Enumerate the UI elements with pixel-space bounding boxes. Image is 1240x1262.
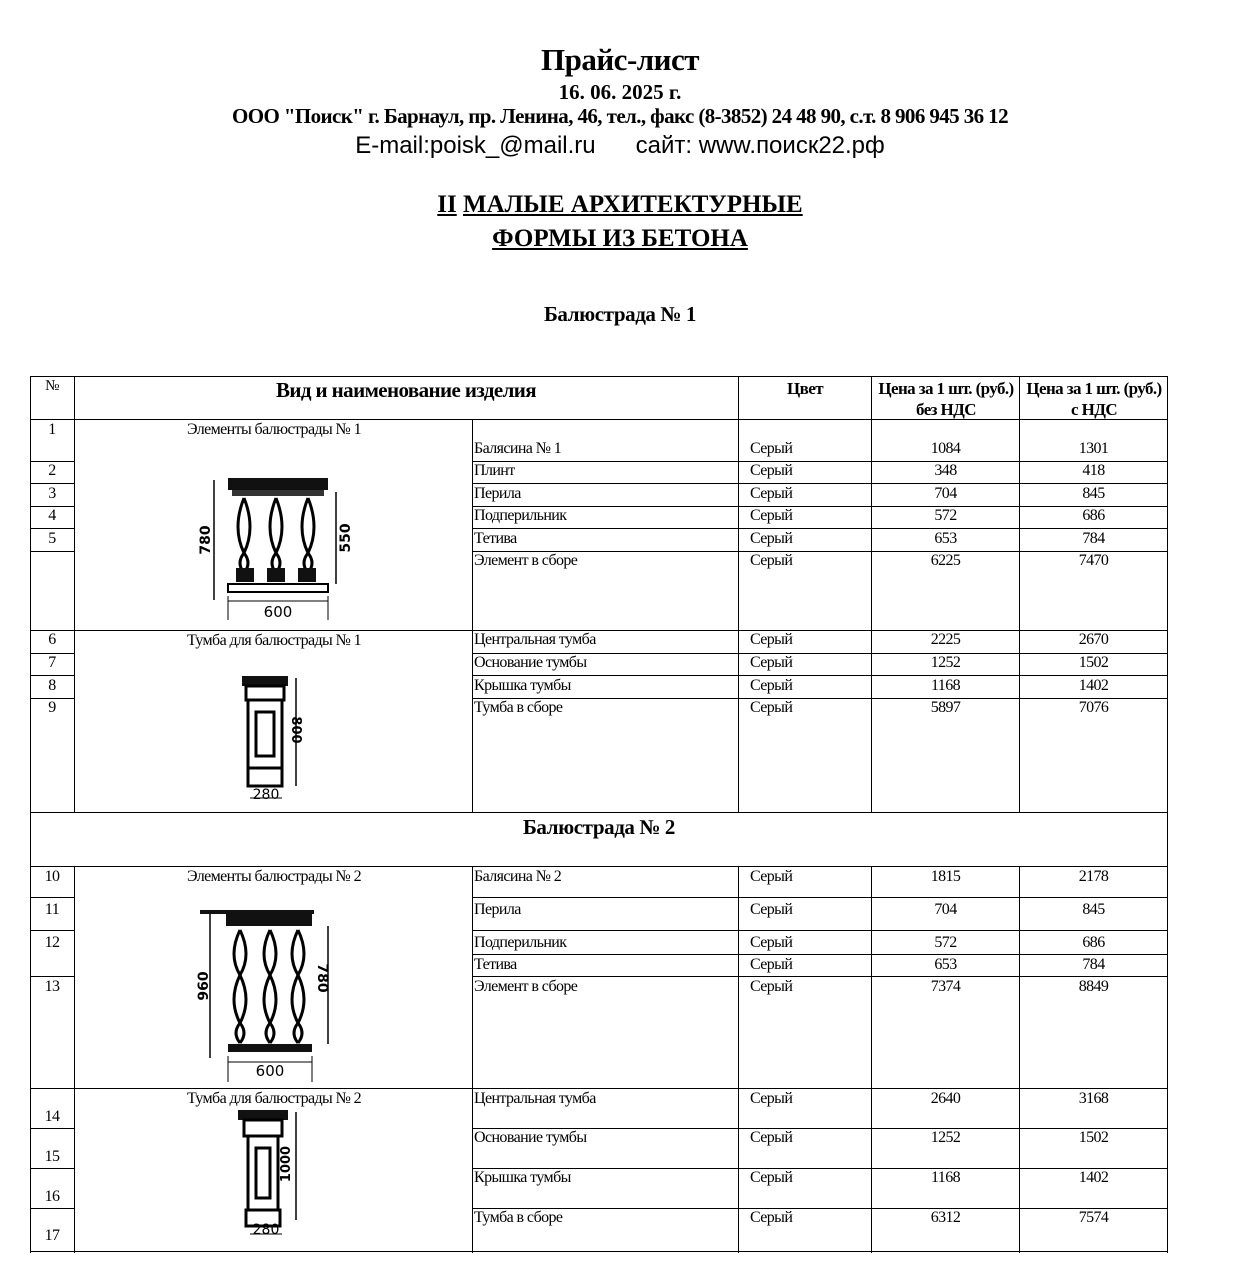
row-item-name: Основание тумбы <box>474 1129 587 1146</box>
section-title-line2: ФОРМЫ ИЗ БЕТОНА <box>492 225 748 252</box>
row-color: Серый <box>750 654 793 671</box>
site-text: сайт: www.поиск22.рф <box>635 132 885 159</box>
email-text: E-mail:poisk_@mail.ru <box>355 132 596 159</box>
section-heading <box>0 188 1240 256</box>
col-header-price-vat: Цена за 1 шт. (руб.) с НДС <box>1026 379 1162 419</box>
col-header-color: Цвет <box>787 379 823 398</box>
dimension-label: 600 <box>255 1062 285 1080</box>
row-color: Серый <box>750 901 793 918</box>
row-item-name: Элемент в сборе <box>474 978 578 995</box>
dimension-label: 1000 <box>279 1145 294 1183</box>
row-price-vat: 2178 <box>1078 868 1109 885</box>
pedestal-2-drawing <box>230 1108 320 1248</box>
dimension-label: 780 <box>198 525 214 555</box>
row-price-no-vat: 653 <box>934 956 957 973</box>
group-label-balustrade-2: Элементы балюстрады № 2 <box>186 868 362 885</box>
row-color: Серый <box>750 978 793 995</box>
dimension-label: 550 <box>338 523 354 553</box>
dimension-label: 960 <box>196 971 212 1001</box>
row-color: Серый <box>750 677 793 694</box>
row-price-no-vat: 348 <box>934 462 957 479</box>
row-price-no-vat: 1815 <box>930 868 961 885</box>
group-label-pedestal-2: Тумба для балюстрады № 2 <box>186 1090 362 1107</box>
row-price-no-vat: 6312 <box>930 1209 961 1226</box>
row-number: 9 <box>48 699 56 716</box>
row-number: 8 <box>48 677 56 694</box>
row-number: 15 <box>44 1148 60 1165</box>
row-color: Серый <box>750 440 793 457</box>
row-color: Серый <box>750 485 793 502</box>
row-item-name: Подперильник <box>474 934 567 951</box>
row-price-vat: 8849 <box>1078 978 1109 995</box>
row-color: Серый <box>750 868 793 885</box>
row-price-no-vat: 7374 <box>930 978 961 995</box>
row-price-no-vat: 1252 <box>930 654 961 671</box>
row-price-no-vat: 1168 <box>930 1169 960 1186</box>
row-color: Серый <box>750 552 793 569</box>
dimension-label: 800 <box>288 716 303 744</box>
row-number: 3 <box>48 485 56 502</box>
balustrade-1-drawing <box>196 470 356 625</box>
balustrade-2-drawing <box>196 906 346 1084</box>
row-color: Серый <box>750 934 793 951</box>
row-number: 17 <box>44 1227 60 1244</box>
row-item-name: Основание тумбы <box>474 654 587 671</box>
row-number: 1 <box>48 421 56 438</box>
row-color: Серый <box>750 507 793 524</box>
row-price-no-vat: 704 <box>934 485 957 502</box>
row-price-vat: 784 <box>1082 530 1105 547</box>
row-price-no-vat: 2225 <box>930 631 961 648</box>
row-number: 16 <box>44 1188 60 1205</box>
row-item-name: Центральная тумба <box>474 1090 596 1107</box>
row-item-name: Крышка тумбы <box>474 1169 571 1186</box>
row-number: 5 <box>48 530 56 547</box>
row-price-no-vat: 5897 <box>930 699 961 716</box>
dimension-label: 780 <box>314 963 330 993</box>
section-number: II <box>437 191 457 218</box>
row-price-vat: 7076 <box>1078 699 1109 716</box>
row-price-no-vat: 704 <box>934 901 957 918</box>
row-price-vat: 784 <box>1082 956 1105 973</box>
dimension-label: 280 <box>252 787 280 803</box>
row-number: 11 <box>44 901 60 918</box>
row-price-no-vat: 653 <box>934 530 957 547</box>
row-item-name: Балясина № 1 <box>474 440 562 457</box>
subtitle-balustrade-2: Балюстрада № 2 <box>522 815 676 839</box>
company-info: ООО "Поиск" г. Барнаул, пр. Ленина, 46, тел., факс (8-3852) 24 48 90, с.т. 8 906 945 36 12 <box>232 104 1008 128</box>
row-color: Серый <box>750 1169 793 1186</box>
row-price-no-vat: 1084 <box>930 440 961 457</box>
row-price-vat: 418 <box>1082 462 1105 479</box>
contacts-line <box>0 132 1240 160</box>
row-price-vat: 7470 <box>1078 552 1109 569</box>
row-price-vat: 7574 <box>1078 1209 1109 1226</box>
row-item-name: Тетива <box>474 956 517 973</box>
col-header-price-no-vat: Цена за 1 шт. (руб.) без НДС <box>878 379 1014 419</box>
row-price-vat: 845 <box>1082 485 1105 502</box>
row-price-no-vat: 1168 <box>930 677 960 694</box>
dimension-label: 600 <box>263 603 293 621</box>
row-price-vat: 1502 <box>1078 1129 1109 1146</box>
row-item-name: Элемент в сборе <box>474 552 578 569</box>
row-number: 14 <box>44 1108 60 1125</box>
row-number: 10 <box>44 868 60 885</box>
row-number: 2 <box>48 462 56 479</box>
subtitle-balustrade-1: Балюстрада № 1 <box>543 302 697 326</box>
row-price-vat: 1402 <box>1078 1169 1109 1186</box>
col-header-number: № <box>45 378 59 394</box>
row-color: Серый <box>750 631 793 648</box>
row-color: Серый <box>750 1129 793 1146</box>
row-color: Серый <box>750 462 793 479</box>
row-price-vat: 1502 <box>1078 654 1109 671</box>
row-item-name: Крышка тумбы <box>474 677 571 694</box>
row-number: 4 <box>48 507 56 524</box>
row-number: 13 <box>44 978 60 995</box>
row-price-no-vat: 1252 <box>930 1129 961 1146</box>
price-date: 16. 06. 2025 г. <box>558 80 682 104</box>
row-price-no-vat: 6225 <box>930 552 961 569</box>
row-price-vat: 1301 <box>1078 440 1109 457</box>
row-price-no-vat: 572 <box>934 934 957 951</box>
row-item-name: Перила <box>474 485 521 502</box>
row-price-no-vat: 572 <box>934 507 957 524</box>
col-header-name: Вид и наименование изделия <box>275 378 537 402</box>
pedestal-1-drawing <box>230 672 320 810</box>
dimension-label: 280 <box>252 1222 280 1238</box>
row-price-no-vat: 2640 <box>930 1090 961 1107</box>
row-price-vat: 3168 <box>1078 1090 1109 1107</box>
row-item-name: Центральная тумба <box>474 631 596 648</box>
row-item-name: Тумба в сборе <box>474 1209 563 1226</box>
row-number: 6 <box>48 631 56 648</box>
row-color: Серый <box>750 1090 793 1107</box>
row-color: Серый <box>750 1209 793 1226</box>
row-item-name: Подперильник <box>474 507 567 524</box>
row-price-vat: 2670 <box>1078 631 1109 648</box>
row-item-name: Тумба в сборе <box>474 699 563 716</box>
row-item-name: Перила <box>474 901 521 918</box>
row-number: 12 <box>44 934 60 951</box>
row-price-vat: 845 <box>1082 901 1105 918</box>
group-label-balustrade-1: Элементы балюстрады № 1 <box>186 421 362 438</box>
page-title: Прайс-лист <box>540 42 700 77</box>
row-item-name: Балясина № 2 <box>474 868 562 885</box>
row-color: Серый <box>750 956 793 973</box>
row-price-vat: 1402 <box>1078 677 1109 694</box>
row-color: Серый <box>750 699 793 716</box>
row-price-vat: 686 <box>1082 507 1105 524</box>
row-number: 7 <box>48 654 56 671</box>
row-color: Серый <box>750 530 793 547</box>
section-title-line1: МАЛЫЕ АРХИТЕКТУРНЫЕ <box>463 191 803 218</box>
group-label-pedestal-1: Тумба для балюстрады № 1 <box>186 632 362 649</box>
row-price-vat: 686 <box>1082 934 1105 951</box>
row-item-name: Тетива <box>474 530 517 547</box>
row-item-name: Плинт <box>474 462 515 479</box>
